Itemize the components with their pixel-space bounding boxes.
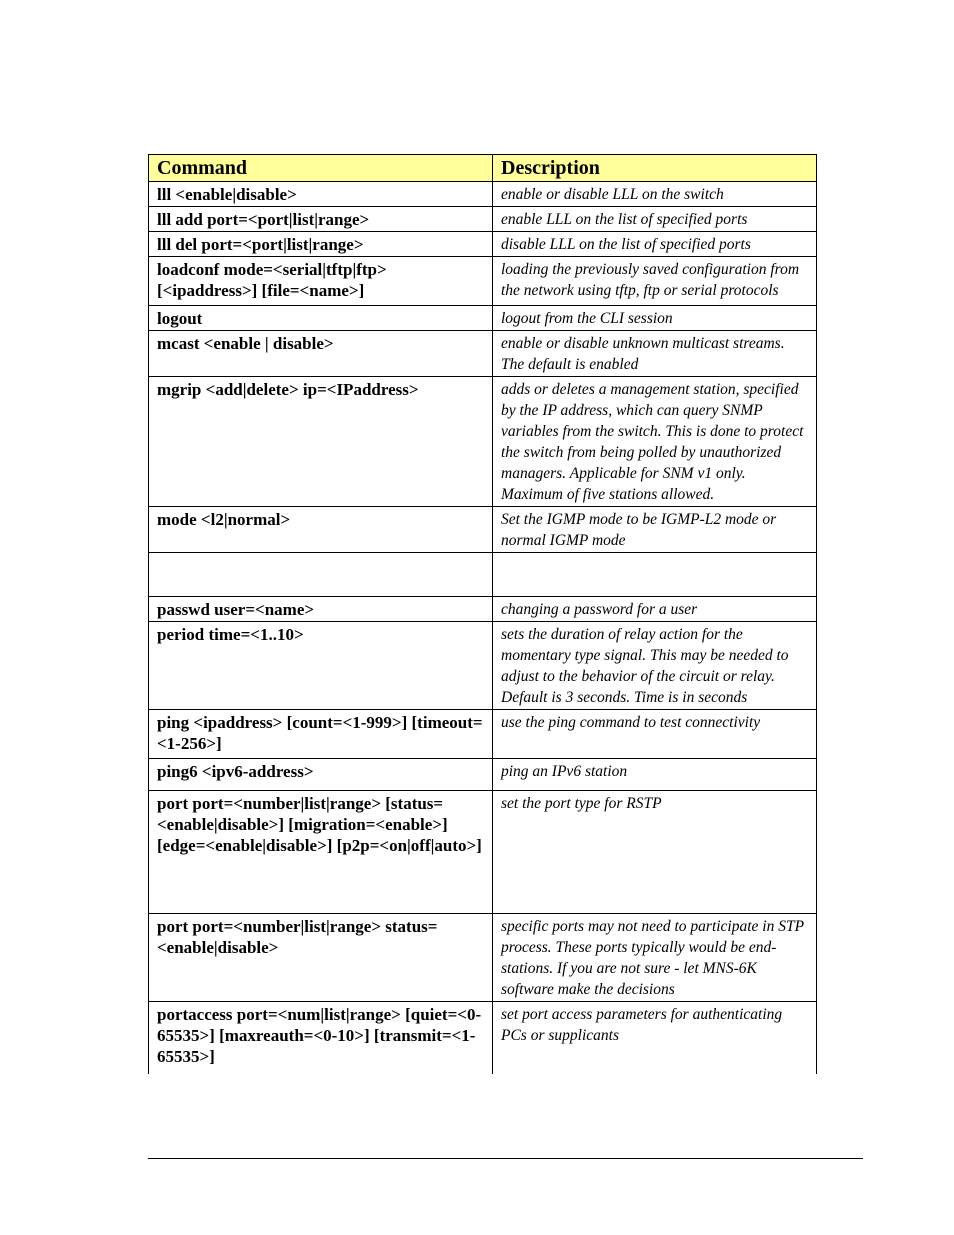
command-cell: logout: [149, 306, 493, 331]
command-cell: mgrip <add|delete> ip=<IPaddress>: [149, 377, 493, 507]
table-row: [149, 306, 817, 331]
description-cell: logout from the CLI session: [493, 306, 817, 331]
command-cell: period time=<1..10>: [149, 622, 493, 710]
table-row: [149, 710, 817, 759]
command-cell: ping <ipaddress> [count=<1-999>] [timeout=<1-256>]: [149, 710, 493, 759]
description-cell: set the port type for RSTP: [493, 791, 817, 914]
command-cell: lll add port=<port|list|range>: [149, 207, 493, 232]
table-row: [149, 377, 817, 507]
footer-rule: [148, 1158, 863, 1159]
table-row: [149, 791, 817, 914]
description-cell: enable or disable LLL on the switch: [493, 182, 817, 207]
command-cell: mcast <enable | disable>: [149, 331, 493, 377]
description-cell: ping an IPv6 station: [493, 759, 817, 791]
description-cell: [493, 553, 817, 597]
table-row: [149, 257, 817, 306]
description-cell: set port access parameters for authenticating PCs or supplicants: [493, 1002, 817, 1074]
description-cell: adds or deletes a management station, specified by the IP address, which can query SNMP variables from the switch. This is done to protect the switch from being polled by unauthorized managers. Applicable for SNM v1 only. Maximum of five stations allowed.: [493, 377, 817, 507]
table-row: [149, 759, 817, 791]
description-cell: changing a password for a user: [493, 597, 817, 622]
command-cell: [149, 553, 493, 597]
description-cell: loading the previously saved configuration from the network using tftp, ftp or serial protocols: [493, 257, 817, 306]
command-cell: lll <enable|disable>: [149, 182, 493, 207]
table-row: [149, 182, 817, 207]
command-table: [148, 154, 817, 1074]
table-row: [149, 207, 817, 232]
command-cell: port port=<number|list|range> [status=<enable|disable>] [migration=<enable>] [edge=<enable|disable>] [p2p=<on|off|auto>]: [149, 791, 493, 914]
table-row: [149, 232, 817, 257]
header-command: Command: [149, 155, 493, 182]
description-cell: enable or disable unknown multicast streams. The default is enabled: [493, 331, 817, 377]
table-row: [149, 597, 817, 622]
table-row: [149, 553, 817, 597]
command-cell: portaccess port=<num|list|range> [quiet=<0-65535>] [maxreauth=<0-10>] [transmit=<1-65535>]: [149, 1002, 493, 1074]
command-cell: passwd user=<name>: [149, 597, 493, 622]
description-cell: disable LLL on the list of specified ports: [493, 232, 817, 257]
command-cell: ping6 <ipv6-address>: [149, 759, 493, 791]
table-row: [149, 914, 817, 1002]
description-cell: enable LLL on the list of specified ports: [493, 207, 817, 232]
table-row: [149, 331, 817, 377]
command-cell: port port=<number|list|range> status=<enable|disable>: [149, 914, 493, 1002]
command-cell: loadconf mode=<serial|tftp|ftp> [<ipaddress>] [file=<name>]: [149, 257, 493, 306]
description-cell: sets the duration of relay action for the momentary type signal. This may be needed to adjust to the behavior of the circuit or relay. Default is 3 seconds. Time is in seconds: [493, 622, 817, 710]
description-cell: Set the IGMP mode to be IGMP-L2 mode or normal IGMP mode: [493, 507, 817, 553]
table-row: [149, 507, 817, 553]
table-row: [149, 1002, 817, 1074]
header-description: Description: [493, 155, 817, 182]
table-header-row: [149, 155, 817, 182]
description-cell: specific ports may not need to participate in STP process. These ports typically would be end-stations. If you are not sure - let MNS-6K software make the decisions: [493, 914, 817, 1002]
command-cell: lll del port=<port|list|range>: [149, 232, 493, 257]
description-cell: use the ping command to test connectivity: [493, 710, 817, 759]
command-cell: mode <l2|normal>: [149, 507, 493, 553]
table-row: [149, 622, 817, 710]
